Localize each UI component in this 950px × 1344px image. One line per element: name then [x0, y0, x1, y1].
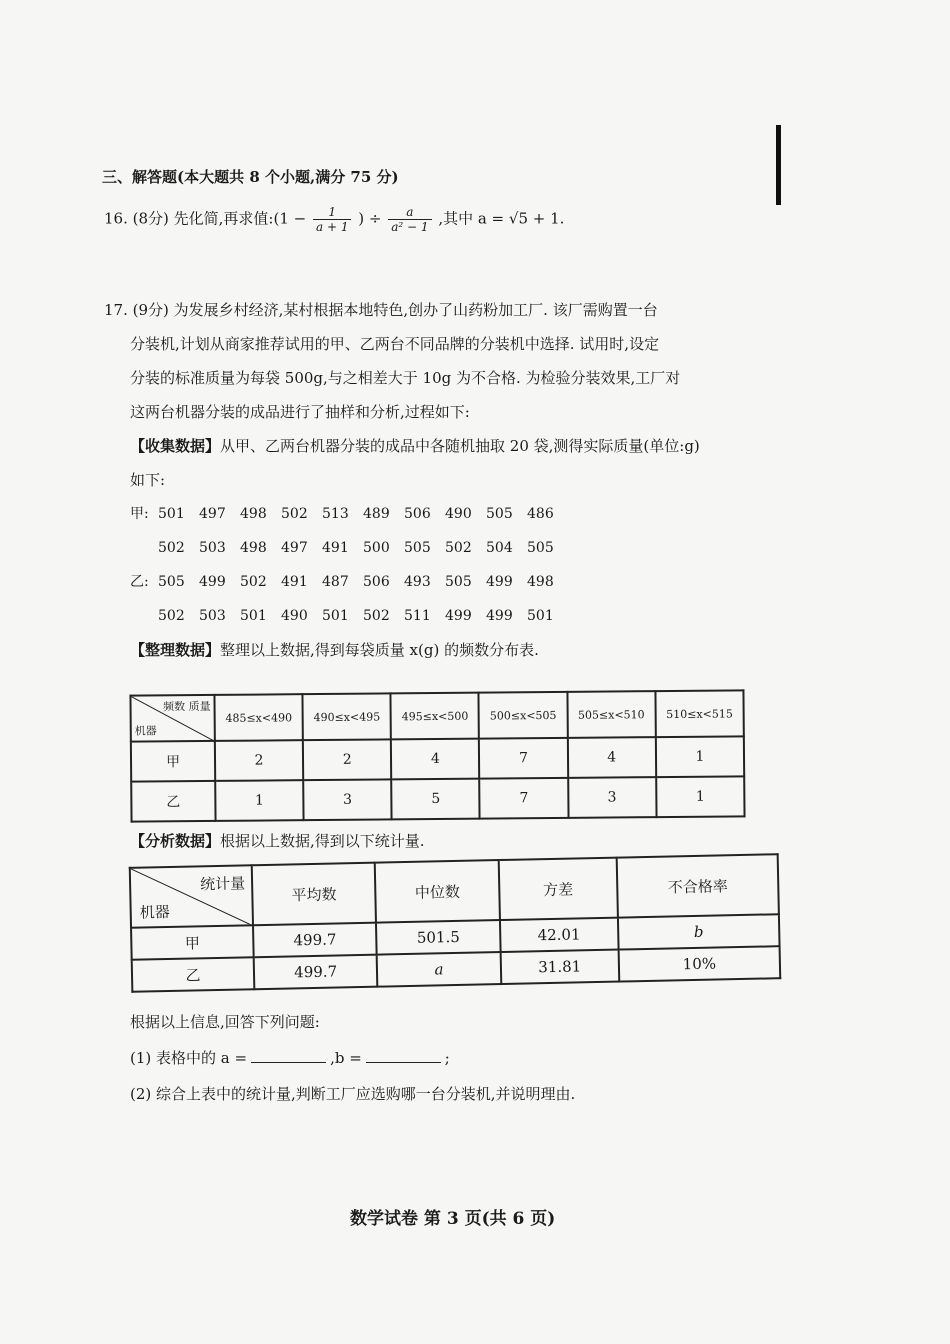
sub1-a-label: (1) 表格中的 a =: [130, 1049, 248, 1067]
frequency-table: [129, 689, 745, 822]
q17-line-3: 分装的标准质量为每袋 500g,与之相差大于 10g 为不合格. 为检验分装效果,工厂对: [130, 369, 681, 387]
analyze-tag: 【分析数据】: [130, 832, 221, 850]
freq-corner-bottom: 机器: [134, 724, 157, 738]
stats-row-name: 乙: [132, 957, 255, 992]
stats-header: 平均数: [252, 863, 377, 926]
data-value: 502: [240, 574, 267, 590]
stats-corner-bottom: 机器: [139, 902, 170, 922]
q17-line-4: 这两台机器分装的成品进行了抽样和分析,过程如下:: [130, 403, 470, 421]
data-value: 506: [363, 574, 390, 590]
data-value: 499: [445, 608, 472, 624]
q16-prefix: 16. (8分) 先化简,再求值:(1 −: [104, 209, 307, 228]
question-17: [104, 293, 724, 667]
frac2-den: a² − 1: [391, 220, 429, 234]
freq-cell: 4: [391, 739, 480, 780]
data-value: 489: [363, 506, 390, 522]
freq-cell: 3: [568, 777, 657, 818]
data-value: 490: [445, 506, 472, 522]
data-value: 505: [158, 574, 185, 590]
sub-question-1: [130, 1040, 575, 1076]
sub1-end: ;: [444, 1049, 450, 1067]
collect-data: [104, 429, 724, 463]
freq-row-name: 甲: [131, 741, 215, 782]
stats-cell: a: [377, 952, 501, 987]
scan-edge-mark: [776, 125, 781, 205]
stats-cell: 42.01: [500, 918, 619, 952]
q16-mid: ) ÷: [358, 209, 382, 228]
data-value: 498: [527, 574, 554, 590]
sub1-b-label: ,b =: [330, 1049, 362, 1067]
stats-cell: 501.5: [376, 920, 500, 955]
freq-range-header: 485≤x<490: [214, 694, 303, 741]
freq-corner-top: 频数 质量: [163, 699, 211, 714]
jia-data-row-2: [104, 531, 724, 565]
q16-fraction-1: [313, 205, 351, 234]
sub-question-2: (2) 综合上表中的统计量,判断工厂应选购哪一台分装机,并说明理由.: [130, 1085, 576, 1103]
data-value: 487: [322, 574, 349, 590]
freq-cell: 1: [656, 736, 745, 777]
data-value: 501: [240, 608, 267, 624]
answer-section: [130, 1004, 575, 1112]
stats-cell: 10%: [618, 946, 780, 981]
data-value: 505: [445, 574, 472, 590]
freq-range-header: 495≤x<500: [391, 693, 480, 740]
data-value: 511: [404, 608, 431, 624]
freq-cell: 1: [215, 780, 304, 821]
data-value: 498: [240, 506, 267, 522]
data-value: 502: [281, 506, 308, 522]
q17-line-2: 分装机,计划从商家推荐试用的甲、乙两台不同品牌的分装机中选择. 试用时,设定: [130, 335, 660, 353]
frac2-num: a: [388, 205, 431, 220]
freq-range-header: 490≤x<495: [303, 693, 392, 740]
collect-text: 从甲、乙两台机器分装的成品中各随机抽取 20 袋,测得实际质量(单位:g): [220, 437, 700, 455]
data-value: 503: [199, 608, 226, 624]
q17-line-1: 17. (9分) 为发展乡村经济,某村根据本地特色,创办了山药粉加工厂. 该厂需购置一台: [104, 301, 658, 319]
freq-cell: 2: [303, 739, 392, 780]
data-value: 501: [527, 608, 554, 624]
jia-label: 甲:: [130, 506, 149, 522]
data-value: 497: [281, 540, 308, 556]
freq-range-header: 510≤x<515: [655, 690, 744, 737]
data-value: 491: [281, 574, 308, 590]
collect-tag: 【收集数据】: [130, 437, 221, 455]
data-value: 506: [404, 506, 431, 522]
answer-blank-b[interactable]: [366, 1062, 441, 1063]
stats-cell: 31.81: [500, 950, 619, 984]
section-title: 三、解答题(本大题共 8 个小题,满分 75 分): [102, 168, 399, 186]
answer-intro: 根据以上信息,回答下列问题:: [130, 1013, 320, 1031]
freq-cell: 1: [656, 776, 745, 817]
question-16: [104, 205, 564, 234]
data-value: 501: [158, 506, 185, 522]
freq-range-header: 505≤x<510: [567, 691, 656, 738]
stats-corner-cell: [130, 865, 253, 928]
data-value: 502: [158, 540, 185, 556]
collect-text-2: 如下:: [130, 471, 166, 489]
data-value: 499: [199, 574, 226, 590]
data-value: 498: [240, 540, 267, 556]
yi-data-row-2: [104, 599, 724, 633]
data-value: 505: [486, 506, 513, 522]
data-value: 504: [486, 540, 513, 556]
analyze-text: 根据以上数据,得到以下统计量.: [220, 832, 425, 850]
freq-cell: 4: [567, 737, 656, 778]
q16-suffix: ,其中 a = √5 + 1.: [438, 209, 565, 228]
freq-cell: 2: [215, 740, 304, 781]
freq-cell: 7: [479, 738, 568, 779]
jia-data-row-1: [104, 497, 724, 531]
data-value: 497: [199, 506, 226, 522]
analyze-data: [130, 830, 425, 851]
organize-tag: 【整理数据】: [130, 641, 221, 659]
freq-cell: 7: [480, 778, 569, 819]
frac1-den: a + 1: [315, 220, 349, 234]
stats-header: 不合格率: [617, 854, 779, 917]
page-footer: 数学试卷 第 3 页(共 6 页): [350, 1209, 556, 1229]
table-row: [131, 776, 744, 821]
freq-cell: 3: [303, 779, 392, 820]
stats-cell: b: [618, 914, 780, 949]
q16-fraction-2: [388, 205, 431, 234]
data-value: 505: [527, 540, 554, 556]
data-value: 493: [404, 574, 431, 590]
answer-blank-a[interactable]: [251, 1062, 326, 1063]
data-value: 502: [158, 608, 185, 624]
table-row: [131, 736, 744, 781]
data-value: 491: [322, 540, 349, 556]
data-value: 502: [363, 608, 390, 624]
stats-header: 中位数: [375, 860, 500, 923]
stats-row-name: 甲: [131, 925, 254, 960]
stats-cell: 499.7: [253, 923, 377, 958]
frac1-num: 1: [313, 205, 351, 220]
data-value: 501: [322, 608, 349, 624]
data-value: 490: [281, 608, 308, 624]
freq-range-header: 500≤x<505: [479, 692, 568, 739]
stats-cell: 499.7: [254, 955, 378, 990]
data-value: 505: [404, 540, 431, 556]
data-value: 500: [363, 540, 390, 556]
statistics-table: [129, 853, 781, 993]
data-value: 502: [445, 540, 472, 556]
data-value: 503: [199, 540, 226, 556]
data-value: 486: [527, 506, 554, 522]
freq-row-name: 乙: [131, 781, 215, 822]
data-value: 499: [486, 608, 513, 624]
data-value: 499: [486, 574, 513, 590]
yi-label: 乙:: [130, 574, 149, 590]
data-value: 513: [322, 506, 349, 522]
freq-corner-cell: [130, 695, 214, 742]
stats-corner-top: 统计量: [199, 874, 246, 894]
yi-data-row-1: [104, 565, 724, 599]
freq-cell: 5: [392, 779, 481, 820]
organize-data: [104, 633, 724, 667]
organize-text: 整理以上数据,得到每袋质量 x(g) 的频数分布表.: [220, 641, 539, 659]
stats-header: 方差: [498, 858, 617, 920]
